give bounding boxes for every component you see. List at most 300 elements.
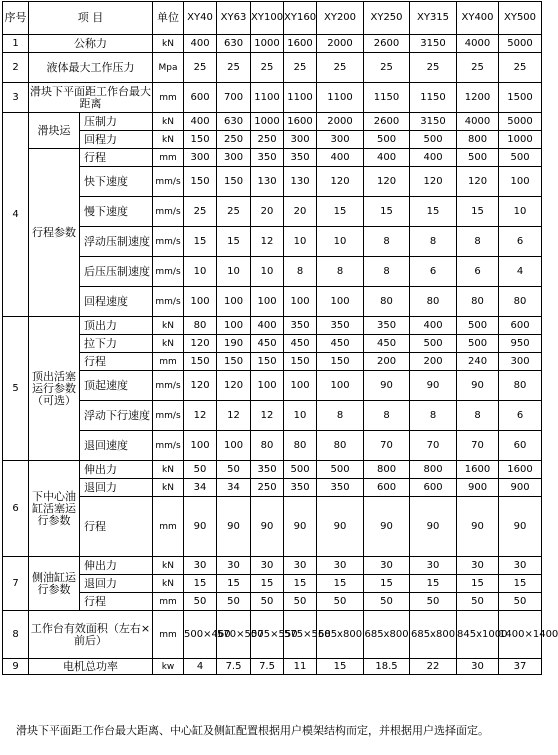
value-cell: 400 [184, 113, 217, 131]
model-header: XY200 [317, 2, 364, 35]
value-cell: 90 [184, 497, 217, 557]
footnote: 滑块下平面距工作台最大距离、中心缸及侧缸配置根据用户模架结构而定，并根据用户选择面定。 [16, 724, 489, 737]
value-cell: 3150 [410, 35, 457, 53]
value-cell: 50 [364, 593, 410, 611]
table-row [3, 497, 542, 557]
value-cell: 1100 [317, 83, 364, 113]
seq-cell: 1 [3, 35, 29, 53]
unit-cell: kN [153, 479, 184, 497]
param-name: 行程 [80, 353, 153, 371]
value-cell: 685x800 [364, 611, 410, 659]
unit-cell: kN [153, 335, 184, 353]
value-cell: 90 [217, 497, 251, 557]
param-name: 行程 [80, 593, 153, 611]
value-cell: 12 [251, 227, 284, 257]
value-cell: 900 [457, 479, 499, 497]
group-label: 行程参数 [29, 149, 80, 317]
value-cell: 150 [317, 353, 364, 371]
table-row [3, 353, 542, 371]
value-cell: 1150 [364, 83, 410, 113]
value-cell: 34 [217, 479, 251, 497]
value-cell: 1200 [457, 83, 499, 113]
unit-cell: mm [153, 353, 184, 371]
unit-cell: mm [153, 149, 184, 167]
unit-cell: mm/s [153, 371, 184, 401]
value-cell: 150 [184, 353, 217, 371]
table-row [3, 479, 542, 497]
value-cell: 350 [284, 479, 317, 497]
value-cell: 450 [284, 335, 317, 353]
value-cell: 90 [499, 497, 542, 557]
table-row [3, 167, 542, 197]
value-cell: 120 [364, 167, 410, 197]
unit-header: 单位 [153, 2, 184, 35]
value-cell: 120 [410, 167, 457, 197]
value-cell: 500 [317, 461, 364, 479]
value-cell: 3150 [410, 113, 457, 131]
value-cell: 25 [364, 53, 410, 83]
param-name: 浮动压制速度 [80, 227, 153, 257]
table-row [3, 257, 542, 287]
value-cell: 30 [457, 557, 499, 575]
value-cell: 80 [184, 317, 217, 335]
value-cell: 8 [457, 227, 499, 257]
value-cell: 90 [364, 371, 410, 401]
value-cell: 60 [499, 431, 542, 461]
value-cell: 50 [217, 593, 251, 611]
value-cell: 6 [410, 257, 457, 287]
table-row [3, 611, 542, 659]
param-name: 回程力 [80, 131, 153, 149]
value-cell: 6 [499, 227, 542, 257]
value-cell: 4000 [457, 113, 499, 131]
param-name: 压制力 [80, 113, 153, 131]
value-cell: 400 [184, 35, 217, 53]
value-cell: 50 [184, 461, 217, 479]
value-cell: 90 [364, 497, 410, 557]
value-cell: 1000 [251, 113, 284, 131]
seq-cell: 3 [3, 83, 29, 113]
value-cell: 1000 [499, 131, 542, 149]
param-name: 退回力 [80, 575, 153, 593]
table-row [3, 431, 542, 461]
value-cell: 8 [284, 257, 317, 287]
value-cell: 150 [284, 353, 317, 371]
seq-cell: 2 [3, 53, 29, 83]
value-cell: 18.5 [364, 659, 410, 675]
value-cell: 70 [364, 431, 410, 461]
value-cell: 80 [317, 431, 364, 461]
model-header: XY250 [364, 2, 410, 35]
value-cell: 15 [364, 197, 410, 227]
table-row [3, 197, 542, 227]
value-cell: 685x800 [317, 611, 364, 659]
value-cell: 350 [251, 149, 284, 167]
value-cell: 600 [364, 479, 410, 497]
table-row [3, 401, 542, 431]
value-cell: 500 [410, 335, 457, 353]
table-row [3, 371, 542, 401]
value-cell: 50 [284, 593, 317, 611]
item-name: 公称力 [29, 35, 153, 53]
value-cell: 1150 [410, 83, 457, 113]
value-cell: 500 [284, 461, 317, 479]
param-name: 后压压制速度 [80, 257, 153, 287]
value-cell: 150 [217, 353, 251, 371]
unit-cell: mm [153, 83, 184, 113]
param-name: 伸出力 [80, 557, 153, 575]
value-cell: 350 [317, 479, 364, 497]
param-name: 回程速度 [80, 287, 153, 317]
value-cell: 50 [457, 593, 499, 611]
value-cell: 50 [317, 593, 364, 611]
value-cell: 300 [217, 149, 251, 167]
value-cell: 1100 [284, 83, 317, 113]
value-cell: 570×500 [217, 611, 251, 659]
value-cell: 200 [410, 353, 457, 371]
value-cell: 1000 [251, 35, 284, 53]
value-cell: 800 [364, 461, 410, 479]
value-cell: 25 [457, 53, 499, 83]
table-row [3, 35, 542, 53]
value-cell: 30 [284, 557, 317, 575]
value-cell: 150 [251, 353, 284, 371]
unit-cell: mm [153, 593, 184, 611]
value-cell: 450 [251, 335, 284, 353]
value-cell: 90 [284, 497, 317, 557]
unit-cell: kN [153, 317, 184, 335]
value-cell: 100 [284, 287, 317, 317]
value-cell: 15 [457, 575, 499, 593]
param-name: 行程 [80, 149, 153, 167]
value-cell: 50 [499, 593, 542, 611]
value-cell: 950 [499, 335, 542, 353]
spec-sheet [2, 1, 558, 737]
value-cell: 450 [364, 335, 410, 353]
value-cell: 37 [499, 659, 542, 675]
table-row [3, 287, 542, 317]
table-row [3, 149, 542, 167]
value-cell: 25 [184, 53, 217, 83]
param-name: 快下速度 [80, 167, 153, 197]
param-name: 退回速度 [80, 431, 153, 461]
value-cell: 50 [184, 593, 217, 611]
unit-cell: kN [153, 131, 184, 149]
model-header: XY100 [251, 2, 284, 35]
value-cell: 100 [251, 287, 284, 317]
model-header: XY315 [410, 2, 457, 35]
value-cell: 630 [217, 35, 251, 53]
unit-cell: mm/s [153, 431, 184, 461]
value-cell: 80 [251, 431, 284, 461]
value-cell: 350 [284, 317, 317, 335]
value-cell: 1600 [284, 35, 317, 53]
unit-cell: mm/s [153, 287, 184, 317]
value-cell: 845x1000 [457, 611, 499, 659]
value-cell: 300 [317, 131, 364, 149]
unit-cell: mm/s [153, 227, 184, 257]
value-cell: 80 [499, 287, 542, 317]
value-cell: 30 [364, 557, 410, 575]
table-row [3, 317, 542, 335]
unit-cell: mm [153, 497, 184, 557]
value-cell: 2600 [364, 35, 410, 53]
value-cell: 90 [317, 497, 364, 557]
value-cell: 200 [364, 353, 410, 371]
table-row [3, 113, 542, 131]
value-cell: 2000 [317, 35, 364, 53]
value-cell: 100 [217, 431, 251, 461]
value-cell: 2600 [364, 113, 410, 131]
value-cell: 120 [184, 335, 217, 353]
value-cell: 250 [251, 131, 284, 149]
value-cell: 5000 [499, 113, 542, 131]
value-cell: 25 [317, 53, 364, 83]
value-cell: 30 [184, 557, 217, 575]
unit-cell: Mpa [153, 53, 184, 83]
model-header: XY400 [457, 2, 499, 35]
group-label: 滑块运 [29, 113, 80, 149]
value-cell: 400 [317, 149, 364, 167]
seq-cell: 8 [3, 611, 29, 659]
value-cell: 400 [251, 317, 284, 335]
value-cell: 70 [410, 431, 457, 461]
item-name: 液体最大工作压力 [29, 53, 153, 83]
table-row [3, 335, 542, 353]
value-cell: 80 [284, 431, 317, 461]
value-cell: 70 [457, 431, 499, 461]
value-cell: 90 [410, 497, 457, 557]
value-cell: 500 [457, 317, 499, 335]
value-cell: 500 [499, 149, 542, 167]
value-cell: 10 [317, 227, 364, 257]
unit-cell: kN [153, 575, 184, 593]
value-cell: 80 [457, 287, 499, 317]
item-name: 工作台有效面积（左右×前后） [29, 611, 153, 659]
value-cell: 30 [410, 557, 457, 575]
value-cell: 15 [184, 575, 217, 593]
value-cell: 30 [251, 557, 284, 575]
value-cell: 6 [457, 257, 499, 287]
value-cell: 120 [217, 371, 251, 401]
value-cell: 450 [317, 335, 364, 353]
value-cell: 25 [284, 53, 317, 83]
value-cell: 11 [284, 659, 317, 675]
value-cell: 15 [317, 197, 364, 227]
value-cell: 25 [217, 53, 251, 83]
unit-cell: kN [153, 35, 184, 53]
value-cell: 1600 [499, 461, 542, 479]
unit-cell: kN [153, 557, 184, 575]
value-cell: 100 [217, 287, 251, 317]
value-cell: 8 [317, 257, 364, 287]
seq-cell: 7 [3, 557, 29, 611]
value-cell: 350 [251, 461, 284, 479]
value-cell: 30 [217, 557, 251, 575]
value-cell: 6 [499, 401, 542, 431]
table-row [3, 593, 542, 611]
value-cell: 150 [184, 131, 217, 149]
unit-cell: kw [153, 659, 184, 675]
value-cell: 10 [251, 257, 284, 287]
unit-cell: mm/s [153, 167, 184, 197]
value-cell: 30 [317, 557, 364, 575]
value-cell: 100 [499, 167, 542, 197]
value-cell: 8 [410, 401, 457, 431]
table-row [3, 461, 542, 479]
value-cell: 4 [184, 659, 217, 675]
group-label: 下中心油缸活塞运行参数 [29, 461, 80, 557]
value-cell: 15 [317, 659, 364, 675]
model-header: XY500 [499, 2, 542, 35]
value-cell: 500 [457, 149, 499, 167]
value-cell: 15 [410, 575, 457, 593]
value-cell: 400 [410, 149, 457, 167]
value-cell: 15 [217, 575, 251, 593]
value-cell: 100 [184, 431, 217, 461]
table-row [3, 659, 542, 675]
value-cell: 15 [457, 197, 499, 227]
value-cell: 25 [217, 197, 251, 227]
value-cell: 700 [217, 83, 251, 113]
table-row [3, 83, 542, 113]
value-cell: 4 [499, 257, 542, 287]
value-cell: 240 [457, 353, 499, 371]
value-cell: 15 [410, 197, 457, 227]
value-cell: 150 [217, 167, 251, 197]
spec-table [2, 1, 558, 675]
seq-header: 序号 [3, 2, 29, 35]
param-name: 顶起速度 [80, 371, 153, 401]
param-name: 慢下速度 [80, 197, 153, 227]
table-row [3, 2, 542, 35]
value-cell: 600 [410, 479, 457, 497]
unit-cell: mm/s [153, 257, 184, 287]
model-header: XY63 [217, 2, 251, 35]
param-name: 浮动下行速度 [80, 401, 153, 431]
value-cell: 10 [284, 227, 317, 257]
unit-cell: mm [153, 611, 184, 659]
value-cell: 900 [499, 479, 542, 497]
table-row [3, 53, 542, 83]
value-cell: 50 [217, 461, 251, 479]
param-name: 行程 [80, 497, 153, 557]
value-cell: 5000 [499, 35, 542, 53]
value-cell: 1400×1400 [499, 611, 542, 659]
value-cell: 600 [184, 83, 217, 113]
value-cell: 575×550 [284, 611, 317, 659]
value-cell: 80 [364, 287, 410, 317]
unit-cell: kN [153, 113, 184, 131]
value-cell: 50 [251, 593, 284, 611]
value-cell: 300 [284, 131, 317, 149]
seq-cell: 5 [3, 317, 29, 461]
value-cell: 350 [317, 317, 364, 335]
group-label: 顶出活塞运行参数（可选） [29, 317, 80, 461]
table-row [3, 227, 542, 257]
value-cell: 1600 [457, 461, 499, 479]
value-cell: 100 [317, 371, 364, 401]
seq-cell: 9 [3, 659, 29, 675]
value-cell: 250 [251, 479, 284, 497]
value-cell: 100 [217, 317, 251, 335]
value-cell: 10 [217, 257, 251, 287]
param-name: 拉下力 [80, 335, 153, 353]
value-cell: 4000 [457, 35, 499, 53]
value-cell: 400 [410, 317, 457, 335]
value-cell: 12 [184, 401, 217, 431]
value-cell: 22 [410, 659, 457, 675]
table-row [3, 557, 542, 575]
value-cell: 100 [251, 371, 284, 401]
value-cell: 10 [499, 197, 542, 227]
value-cell: 15 [499, 575, 542, 593]
value-cell: 80 [499, 371, 542, 401]
seq-cell: 6 [3, 461, 29, 557]
value-cell: 350 [284, 149, 317, 167]
value-cell: 300 [184, 149, 217, 167]
unit-cell: mm/s [153, 197, 184, 227]
value-cell: 800 [457, 131, 499, 149]
value-cell: 90 [410, 371, 457, 401]
value-cell: 685x800 [410, 611, 457, 659]
value-cell: 25 [499, 53, 542, 83]
value-cell: 1500 [499, 83, 542, 113]
value-cell: 630 [217, 113, 251, 131]
value-cell: 15 [317, 575, 364, 593]
value-cell: 15 [251, 575, 284, 593]
value-cell: 20 [284, 197, 317, 227]
group-label: 侧油缸运行参数 [29, 557, 80, 611]
value-cell: 30 [499, 557, 542, 575]
value-cell: 300 [499, 353, 542, 371]
value-cell: 120 [317, 167, 364, 197]
table-row [3, 575, 542, 593]
value-cell: 25 [251, 53, 284, 83]
value-cell: 34 [184, 479, 217, 497]
value-cell: 7.5 [217, 659, 251, 675]
value-cell: 500×460 [184, 611, 217, 659]
value-cell: 400 [364, 149, 410, 167]
value-cell: 80 [410, 287, 457, 317]
value-cell: 130 [251, 167, 284, 197]
value-cell: 100 [184, 287, 217, 317]
value-cell: 50 [410, 593, 457, 611]
value-cell: 100 [284, 371, 317, 401]
value-cell: 2000 [317, 113, 364, 131]
unit-cell: mm/s [153, 401, 184, 431]
value-cell: 8 [364, 257, 410, 287]
value-cell: 120 [457, 167, 499, 197]
value-cell: 130 [284, 167, 317, 197]
value-cell: 90 [251, 497, 284, 557]
value-cell: 25 [184, 197, 217, 227]
value-cell: 500 [457, 335, 499, 353]
value-cell: 190 [217, 335, 251, 353]
param-name: 退回力 [80, 479, 153, 497]
value-cell: 15 [284, 575, 317, 593]
value-cell: 150 [184, 167, 217, 197]
value-cell: 500 [410, 131, 457, 149]
value-cell: 8 [364, 227, 410, 257]
value-cell: 25 [410, 53, 457, 83]
value-cell: 12 [217, 401, 251, 431]
param-name: 伸出力 [80, 461, 153, 479]
param-name: 顶出力 [80, 317, 153, 335]
item-name: 电机总功率 [29, 659, 153, 675]
table-row [3, 131, 542, 149]
value-cell: 250 [217, 131, 251, 149]
